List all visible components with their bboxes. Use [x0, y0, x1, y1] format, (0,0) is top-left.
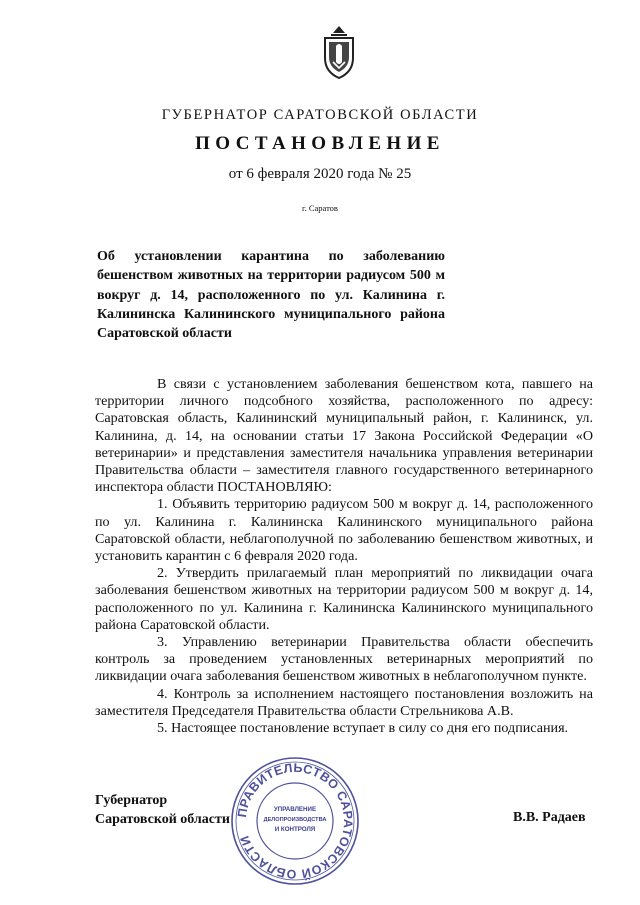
clause-paragraph: 1. Объявить территорию радиусом 500 м вокруг д. 14, расположенного по ул. Калинина г. Калининска Калининского муниципального района Саратовской области, неблагополучной по заболеванию бешенством животных, и установить карантин с 6 февраля 2020 года. — [95, 496, 593, 565]
decree-subject: Об установлении карантина по заболеванию бешенством животных на территории радиусом 500 м вокруг д. 14, расположенного по ул. Калинина г. Калининска Калининского муниципального района Саратовской области — [97, 249, 445, 342]
official-stamp — [229, 755, 361, 887]
signer-position — [95, 791, 230, 829]
governor-heading: ГУБЕРНАТОР САРАТОВСКОЙ ОБЛАСТИ — [161, 107, 479, 123]
stamp-inner-line: УПРАВЛЕНИЕ — [273, 806, 317, 813]
clause-paragraph: 5. Настоящее постановление вступает в силу со дня его подписания. — [157, 720, 569, 737]
stamp-inner-line: ДЕЛОПРОИЗВОДСТВА — [263, 817, 327, 823]
decree-body — [95, 376, 593, 737]
signer-position-line: Саратовской области — [95, 812, 230, 827]
clause-paragraph: 2. Утвердить прилагаемый план мероприятий по ликвидации очага заболевания бешенством животных на территории радиусом 500 м вокруг д. 14, расположенного по ул. Калинина г. Калининска Калининского муниципального района Саратовской области. — [95, 565, 593, 633]
stamp-inner-line: И КОНТРОЛЯ — [274, 826, 316, 833]
preamble-paragraph: В связи с установлением заболевания бешенством кота, павшего на территории личного подсобного хозяйства, расположенного по адресу: Саратовская область, Калининский муниципальный район, г. Калининск, ул. Калинина, д. 14, на основании статьи 17 Закона Российской Федерации «О ветеринарии» и представления заместителя начальника управления ветеринарии Правительства области – заместителя главного государственного ветеринарного инспектора области ПОСТАНОВЛЯЮ: — [95, 376, 593, 496]
clause-paragraph: 4. Контроль за исполнением настоящего постановления возложить на заместителя Председателя Правительства области Стрельникова А.В. — [95, 685, 593, 719]
coat-of-arms-icon — [319, 24, 359, 80]
decree-date: от 6 февраля 2020 года № 25 — [228, 166, 412, 182]
document-type-title: ПОСТАНОВЛЕНИЕ — [195, 133, 445, 154]
signer-position-line: Губернатор — [95, 793, 168, 808]
clause-paragraph: 3. Управлению ветеринарии Правительства области обеспечить контроль за проведением установленных ветеринарных мероприятий по ликвидации очага заболевания бешенством животных в неблагополучном пункте. — [95, 634, 593, 685]
decree-city: г. Саратов — [302, 203, 338, 213]
signer-name: В.В. Радаев — [513, 810, 586, 825]
stamp-outer-text: ПРАВИТЕЛЬСТВО САРАТОВСКОЙ ОБЛАСТИ — [235, 760, 356, 882]
